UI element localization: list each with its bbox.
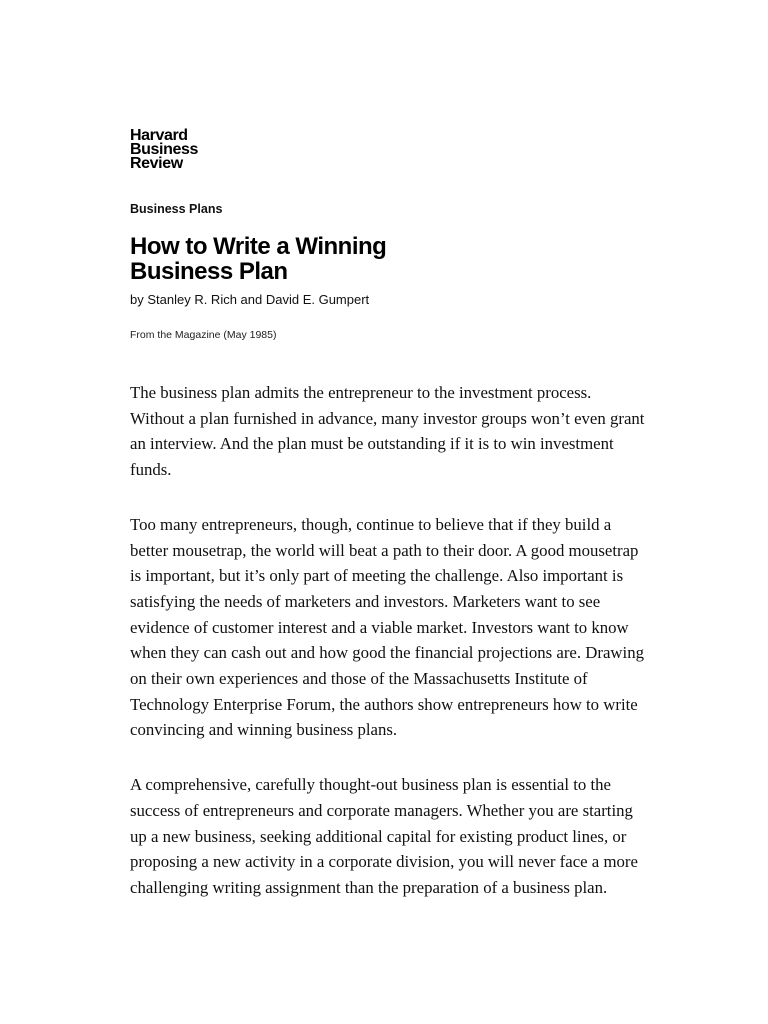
publication-source: From the Magazine (May 1985) <box>130 329 277 341</box>
body-paragraph-1: The business plan admits the entrepreneur to the investment process. Without a plan furnished in advance, many investor groups won’t even grant an interview. And the plan must be outstanding if it is to win investment funds. <box>130 383 645 480</box>
logo-line-2: Business <box>130 141 198 158</box>
logo-line-3: Review <box>130 155 183 172</box>
author-byline: by Stanley R. Rich and David E. Gumpert <box>130 292 370 307</box>
hbr-logo[interactable] <box>130 129 198 171</box>
body-paragraph-3: A comprehensive, carefully thought-out business plan is essential to the success of entrepreneurs and corporate managers. Whether you are starting up a new business, seeking additional capital for existing product lines, or proposing a new activity in a corporate division, you will never face a more challenging writing assignment than the preparation of a business plan. <box>130 775 638 897</box>
title-line-2: Business Plan <box>130 258 288 285</box>
article-body <box>130 380 645 930</box>
body-paragraph-2: Too many entrepreneurs, though, continue to believe that if they build a better mousetrap, the world will beat a path to their door. A good mousetrap is important, but it’s only part of meeting the challenge. Also important is satisfying the needs of marketers and investors. Marketers want to see evidence of customer interest and a viable market. Investors want to know when they can cash out and how good the financial projections are. Drawing on their own experiences and those of the Massachusetts Institute of Technology Enterprise Forum, the authors show entrepreneurs how to write convincing and winning business plans. <box>130 514 644 740</box>
title-line-1: How to Write a Winning <box>130 233 387 260</box>
category-link[interactable]: Business Plans <box>130 202 223 216</box>
logo-line-1: Harvard <box>130 127 188 144</box>
article-title <box>130 234 386 284</box>
